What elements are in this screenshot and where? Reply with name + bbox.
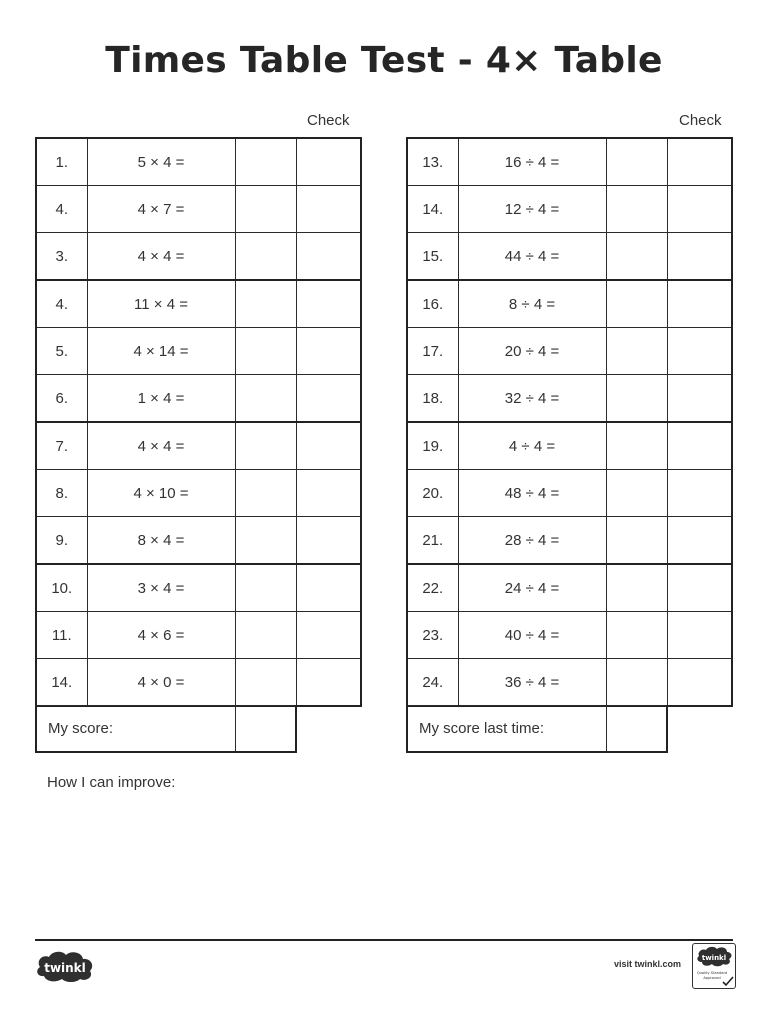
check-box[interactable] bbox=[296, 186, 361, 233]
question-number: 10. bbox=[36, 564, 87, 612]
logo-text: twinkl bbox=[44, 961, 86, 975]
check-box[interactable] bbox=[667, 280, 732, 328]
question-number: 4. bbox=[36, 280, 87, 328]
answer-box[interactable] bbox=[235, 186, 296, 233]
question-text: 4 × 4 = bbox=[87, 233, 235, 281]
check-box[interactable] bbox=[296, 138, 361, 186]
answer-box[interactable] bbox=[235, 564, 296, 612]
question-number: 7. bbox=[36, 422, 87, 470]
question-row bbox=[36, 233, 361, 281]
answer-box[interactable] bbox=[235, 612, 296, 659]
improve-label: How I can improve: bbox=[47, 774, 176, 791]
check-box[interactable] bbox=[296, 470, 361, 517]
question-number: 22. bbox=[407, 564, 458, 612]
answer-box[interactable] bbox=[606, 186, 667, 233]
score-table bbox=[35, 705, 297, 753]
question-number: 18. bbox=[407, 375, 458, 423]
check-box[interactable] bbox=[667, 612, 732, 659]
check-box[interactable] bbox=[667, 422, 732, 470]
check-box[interactable] bbox=[296, 564, 361, 612]
question-number: 19. bbox=[407, 422, 458, 470]
score-last-time-table bbox=[406, 705, 668, 753]
question-number: 13. bbox=[407, 138, 458, 186]
question-row bbox=[36, 517, 361, 565]
page-title: Times Table Test - 4× Table bbox=[105, 40, 663, 81]
question-number: 14. bbox=[36, 659, 87, 707]
quality-badge bbox=[692, 943, 736, 989]
check-box[interactable] bbox=[296, 233, 361, 281]
question-row bbox=[36, 612, 361, 659]
question-text: 16 ÷ 4 = bbox=[458, 138, 606, 186]
question-text: 11 × 4 = bbox=[87, 280, 235, 328]
question-row bbox=[36, 186, 361, 233]
question-row bbox=[407, 517, 732, 565]
question-text: 4 × 0 = bbox=[87, 659, 235, 707]
question-row bbox=[36, 138, 361, 186]
check-box[interactable] bbox=[296, 375, 361, 423]
answer-box[interactable] bbox=[235, 233, 296, 281]
multiplication-question-table bbox=[35, 137, 362, 707]
answer-box[interactable] bbox=[235, 328, 296, 375]
question-text: 44 ÷ 4 = bbox=[458, 233, 606, 281]
answer-box[interactable] bbox=[606, 564, 667, 612]
twinkl-logo bbox=[34, 949, 96, 983]
question-number: 23. bbox=[407, 612, 458, 659]
answer-box[interactable] bbox=[606, 517, 667, 565]
answer-box[interactable] bbox=[235, 470, 296, 517]
check-box[interactable] bbox=[667, 186, 732, 233]
check-box[interactable] bbox=[667, 328, 732, 375]
question-number: 21. bbox=[407, 517, 458, 565]
question-text: 4 ÷ 4 = bbox=[458, 422, 606, 470]
question-text: 36 ÷ 4 = bbox=[458, 659, 606, 707]
question-text: 20 ÷ 4 = bbox=[458, 328, 606, 375]
question-row bbox=[407, 375, 732, 423]
question-text: 3 × 4 = bbox=[87, 564, 235, 612]
answer-box[interactable] bbox=[606, 612, 667, 659]
question-text: 32 ÷ 4 = bbox=[458, 375, 606, 423]
question-text: 4 × 7 = bbox=[87, 186, 235, 233]
division-question-table bbox=[406, 137, 733, 707]
answer-box[interactable] bbox=[235, 138, 296, 186]
badge-caption-line1: Quality Standard bbox=[696, 971, 728, 975]
score-last-time-box[interactable] bbox=[606, 706, 667, 753]
question-number: 9. bbox=[36, 517, 87, 565]
check-box[interactable] bbox=[667, 517, 732, 565]
question-text: 40 ÷ 4 = bbox=[458, 612, 606, 659]
question-number: 4. bbox=[36, 186, 87, 233]
answer-box[interactable] bbox=[235, 517, 296, 565]
question-row bbox=[407, 612, 732, 659]
check-box[interactable] bbox=[296, 328, 361, 375]
score-last-time-label: My score last time: bbox=[407, 706, 606, 753]
question-row bbox=[36, 422, 361, 470]
question-number: 8. bbox=[36, 470, 87, 517]
answer-box[interactable] bbox=[606, 138, 667, 186]
question-number: 20. bbox=[407, 470, 458, 517]
check-box[interactable] bbox=[667, 659, 732, 707]
check-box[interactable] bbox=[667, 564, 732, 612]
question-row bbox=[36, 280, 361, 328]
check-box[interactable] bbox=[296, 659, 361, 707]
question-row bbox=[407, 470, 732, 517]
answer-box[interactable] bbox=[606, 280, 667, 328]
answer-box[interactable] bbox=[235, 422, 296, 470]
question-row bbox=[407, 233, 732, 281]
answer-box[interactable] bbox=[606, 470, 667, 517]
question-row bbox=[407, 186, 732, 233]
answer-box[interactable] bbox=[606, 328, 667, 375]
answer-box[interactable] bbox=[606, 375, 667, 423]
check-column-label-right: Check bbox=[679, 112, 722, 129]
question-number: 17. bbox=[407, 328, 458, 375]
score-box[interactable] bbox=[235, 706, 296, 753]
badge-brand: twinkl bbox=[701, 954, 727, 962]
score-label: My score: bbox=[36, 706, 235, 753]
question-text: 12 ÷ 4 = bbox=[458, 186, 606, 233]
question-row bbox=[36, 470, 361, 517]
check-box[interactable] bbox=[667, 233, 732, 281]
question-row bbox=[407, 659, 732, 707]
question-row bbox=[36, 328, 361, 375]
answer-box[interactable] bbox=[235, 659, 296, 707]
question-row bbox=[36, 659, 361, 707]
question-text: 24 ÷ 4 = bbox=[458, 564, 606, 612]
question-text: 4 × 4 = bbox=[87, 422, 235, 470]
check-box[interactable] bbox=[667, 138, 732, 186]
question-row bbox=[407, 280, 732, 328]
question-number: 11. bbox=[36, 612, 87, 659]
question-text: 1 × 4 = bbox=[87, 375, 235, 423]
question-number: 16. bbox=[407, 280, 458, 328]
answer-box[interactable] bbox=[235, 280, 296, 328]
question-row bbox=[407, 138, 732, 186]
check-box[interactable] bbox=[667, 375, 732, 423]
question-number: 5. bbox=[36, 328, 87, 375]
question-text: 5 × 4 = bbox=[87, 138, 235, 186]
answer-box[interactable] bbox=[235, 375, 296, 423]
question-row bbox=[407, 328, 732, 375]
check-box[interactable] bbox=[667, 470, 732, 517]
question-row bbox=[407, 564, 732, 612]
question-number: 1. bbox=[36, 138, 87, 186]
check-box[interactable] bbox=[296, 422, 361, 470]
question-text: 8 × 4 = bbox=[87, 517, 235, 565]
question-row bbox=[36, 375, 361, 423]
question-text: 4 × 14 = bbox=[87, 328, 235, 375]
badge-check-icon bbox=[723, 977, 733, 985]
question-text: 28 ÷ 4 = bbox=[458, 517, 606, 565]
answer-box[interactable] bbox=[606, 659, 667, 707]
footer-divider bbox=[35, 939, 733, 941]
answer-box[interactable] bbox=[606, 422, 667, 470]
check-box[interactable] bbox=[296, 280, 361, 328]
badge-caption-line2: Approved bbox=[703, 976, 721, 980]
check-box[interactable] bbox=[296, 517, 361, 565]
check-column-label-left: Check bbox=[307, 112, 350, 129]
question-number: 3. bbox=[36, 233, 87, 281]
question-row bbox=[407, 422, 732, 470]
question-number: 14. bbox=[407, 186, 458, 233]
question-text: 8 ÷ 4 = bbox=[458, 280, 606, 328]
question-text: 48 ÷ 4 = bbox=[458, 470, 606, 517]
question-number: 6. bbox=[36, 375, 87, 423]
visit-twinkl-link[interactable]: visit twinkl.com bbox=[614, 959, 682, 969]
answer-box[interactable] bbox=[606, 233, 667, 281]
question-number: 15. bbox=[407, 233, 458, 281]
question-text: 4 × 10 = bbox=[87, 470, 235, 517]
check-box[interactable] bbox=[296, 612, 361, 659]
question-row bbox=[36, 564, 361, 612]
question-number: 24. bbox=[407, 659, 458, 707]
question-text: 4 × 6 = bbox=[87, 612, 235, 659]
